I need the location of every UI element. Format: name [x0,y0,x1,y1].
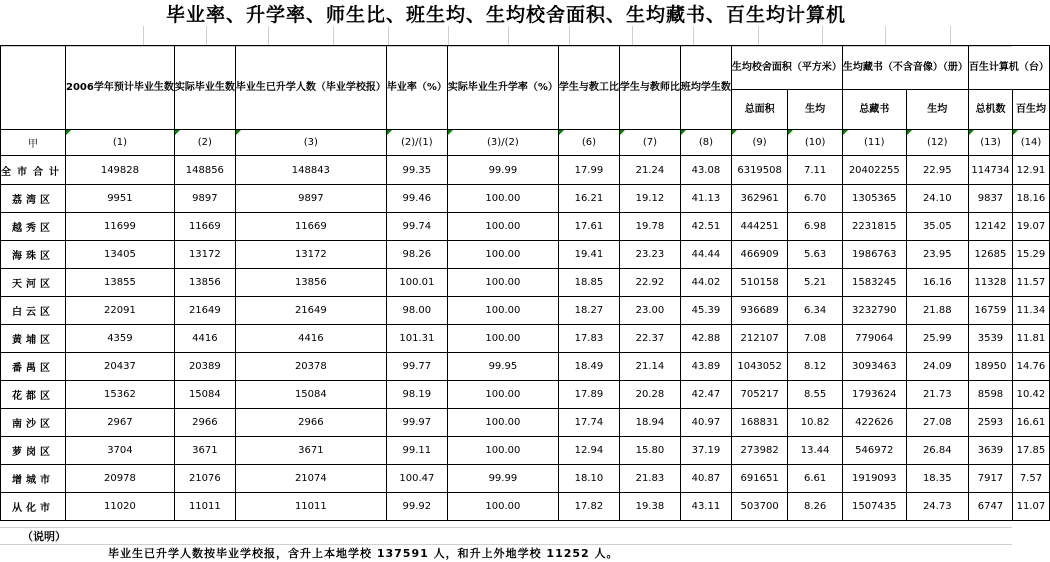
table-cell: 15362 [66,381,175,409]
index-label: (11) [864,137,885,148]
table-cell: 17.85 [1013,437,1050,465]
table-cell: 8598 [968,381,1012,409]
table-cell: 21076 [174,465,235,493]
table-row [1,185,1050,213]
region-name: 番禺区 [1,353,66,381]
table-cell: 42.88 [680,325,731,353]
table-cell: 13172 [235,241,386,269]
table-cell: 14.76 [1013,353,1050,381]
index-cell [968,130,1012,156]
table-cell: 546972 [842,437,906,465]
table-cell: 12685 [968,241,1012,269]
table-cell: 24.09 [906,353,968,381]
table-cell: 273982 [731,437,787,465]
table-cell: 2966 [174,409,235,437]
index-cell [731,130,787,156]
table-cell: 19.07 [1013,213,1050,241]
header-enrollment-rate: 实际毕业生升学率（%） [447,46,558,130]
table-cell: 35.05 [906,213,968,241]
table-cell: 13.44 [788,437,843,465]
table-cell: 148843 [235,156,386,185]
note-text: 毕业生已升学人数按毕业学校报，含升上本地学校 137591 人，和升上外地学校 11252 人。 [108,547,619,560]
table-cell: 22.37 [619,325,680,353]
index-label: (1) [112,137,127,148]
table-cell: 1043052 [731,353,787,381]
table-cell: 17.61 [558,213,619,241]
empty-sheet-row [0,26,1012,47]
table-cell: 1507435 [842,493,906,521]
cell-marker-icon [788,130,793,135]
table-cell: 1986763 [842,241,906,269]
table-cell: 101.31 [386,325,447,353]
index-label: (8) [698,137,713,148]
region-name: 花都区 [1,381,66,409]
table-cell: 11.34 [1013,297,1050,325]
table-cell: 24.73 [906,493,968,521]
region-name: 萝岗区 [1,437,66,465]
table-cell: 15084 [174,381,235,409]
table-cell: 20437 [66,353,175,381]
table-cell: 18.49 [558,353,619,381]
table-cell: 6.70 [788,185,843,213]
header-group-area: 生均校舍面积（平方米） [731,46,842,90]
header-books-total: 总藏书 [842,90,906,130]
table-cell: 4359 [66,325,175,353]
index-cell [842,130,906,156]
table-cell: 23.95 [906,241,968,269]
header-graduation-rate: 毕业率（%） [386,46,447,130]
table-cell: 16.21 [558,185,619,213]
table-cell: 19.12 [619,185,680,213]
table-cell: 3671 [235,437,386,465]
cell-marker-icon [969,130,974,135]
table-cell: 12142 [968,213,1012,241]
table-cell: 11.57 [1013,269,1050,297]
table-cell: 44.02 [680,269,731,297]
page-title: 毕业率、升学率、师生比、班生均、生均校舍面积、生均藏书、百生均计算机 [165,4,846,26]
table-cell: 12.94 [558,437,619,465]
index-label: (2)/(1) [401,137,433,148]
table-row [1,381,1050,409]
table-cell: 466909 [731,241,787,269]
table-cell: 42.47 [680,381,731,409]
table-cell: 16759 [968,297,1012,325]
table-cell: 18.16 [1013,185,1050,213]
table-cell: 1583245 [842,269,906,297]
index-label: (6) [581,137,596,148]
table-cell: 212107 [731,325,787,353]
table-cell: 422626 [842,409,906,437]
cell-marker-icon [681,130,686,135]
header-books-avg: 生均 [906,90,968,130]
table-cell: 11.07 [1013,493,1050,521]
table-cell: 148856 [174,156,235,185]
cell-marker-icon [1013,130,1018,135]
table-cell: 18.85 [558,269,619,297]
table-cell: 3093463 [842,353,906,381]
header-row-1 [1,46,1050,90]
header-student-staff-ratio: 学生与教工比 [558,46,619,130]
table-cell: 99.35 [386,156,447,185]
table-cell: 11669 [235,213,386,241]
table-cell: 21.83 [619,465,680,493]
table-row [1,156,1050,185]
table-cell: 6319508 [731,156,787,185]
table-cell: 21649 [174,297,235,325]
table-cell: 17.99 [558,156,619,185]
table-cell: 5.63 [788,241,843,269]
table-cell: 99.97 [386,409,447,437]
table-cell: 19.78 [619,213,680,241]
table-cell: 3704 [66,437,175,465]
table-cell: 114734 [968,156,1012,185]
table-cell: 100.00 [447,269,558,297]
cell-marker-icon [387,130,392,135]
header-area-avg: 生均 [788,90,843,130]
table-cell: 21.73 [906,381,968,409]
index-cell [680,130,731,156]
index-cell [558,130,619,156]
table-cell: 2967 [66,409,175,437]
index-cell [66,130,175,156]
table-cell: 99.77 [386,353,447,381]
table-cell: 6.98 [788,213,843,241]
table-cell: 100.00 [447,213,558,241]
index-label: (13) [980,137,1001,148]
table-cell: 99.95 [447,353,558,381]
table-cell: 705217 [731,381,787,409]
table-cell: 100.01 [386,269,447,297]
table-cell: 18.35 [906,465,968,493]
table-cell: 20402255 [842,156,906,185]
table-row [1,241,1050,269]
table-cell: 18.94 [619,409,680,437]
table-cell: 19.41 [558,241,619,269]
table-cell: 3671 [174,437,235,465]
region-name: 海珠区 [1,241,66,269]
table-cell: 11328 [968,269,1012,297]
table-row [1,465,1050,493]
table-cell: 15084 [235,381,386,409]
table-cell: 100.00 [447,437,558,465]
region-name: 越秀区 [1,213,66,241]
region-name: 荔湾区 [1,185,66,213]
table-cell: 22091 [66,297,175,325]
index-label: (2) [197,137,212,148]
table-row [1,353,1050,381]
region-name: 黄埔区 [1,325,66,353]
table-cell: 15.80 [619,437,680,465]
table-cell: 23.00 [619,297,680,325]
table-cell: 26.84 [906,437,968,465]
cell-marker-icon [66,130,71,135]
table-cell: 13172 [174,241,235,269]
table-cell: 936689 [731,297,787,325]
table-cell: 20978 [66,465,175,493]
table-row [1,437,1050,465]
index-label: (10) [804,137,826,148]
index-cell [386,130,447,156]
table-cell: 9897 [174,185,235,213]
index-label: (12) [927,137,948,148]
table-cell: 18.10 [558,465,619,493]
table-cell: 17.89 [558,381,619,409]
table-cell: 98.19 [386,381,447,409]
header-pc-total: 总机数 [968,90,1012,130]
table-cell: 100.47 [386,465,447,493]
header-group-computers: 百生计算机（台） [968,46,1049,90]
table-cell: 19.38 [619,493,680,521]
cell-marker-icon [620,130,625,135]
index-label: (3)/(2) [487,137,519,148]
table-cell: 44.44 [680,241,731,269]
table-cell: 503700 [731,493,787,521]
table-cell: 100.00 [447,493,558,521]
region-name: 天河区 [1,269,66,297]
index-cell [1,130,66,156]
table-cell: 9837 [968,185,1012,213]
table-cell: 11011 [235,493,386,521]
table-cell: 13856 [235,269,386,297]
index-cell [174,130,235,156]
table-cell: 42.51 [680,213,731,241]
table-row [1,325,1050,353]
index-cell [1013,130,1050,156]
table-cell: 21.14 [619,353,680,381]
table-cell: 98.00 [386,297,447,325]
index-label: (7) [642,137,657,148]
table-cell: 779064 [842,325,906,353]
table-cell: 40.87 [680,465,731,493]
table-cell: 11.81 [1013,325,1050,353]
table-cell: 99.46 [386,185,447,213]
index-row [1,130,1050,156]
table-cell: 11020 [66,493,175,521]
table-cell: 1919093 [842,465,906,493]
table-cell: 17.74 [558,409,619,437]
table-cell: 13855 [66,269,175,297]
table-cell: 11669 [174,213,235,241]
table-cell: 100.00 [447,325,558,353]
table-cell: 8.12 [788,353,843,381]
table-cell: 20.28 [619,381,680,409]
table-cell: 10.82 [788,409,843,437]
table-cell: 98.26 [386,241,447,269]
table-cell: 2593 [968,409,1012,437]
table-cell: 1305365 [842,185,906,213]
index-cell [235,130,386,156]
table-cell: 168831 [731,409,787,437]
statistics-table [0,45,1050,521]
table-cell: 99.99 [447,156,558,185]
table-cell: 7.11 [788,156,843,185]
table-cell: 22.92 [619,269,680,297]
table-cell: 9897 [235,185,386,213]
table-cell: 10.42 [1013,381,1050,409]
cell-marker-icon [175,130,180,135]
table-cell: 4416 [235,325,386,353]
table-cell: 2231815 [842,213,906,241]
table-cell: 9951 [66,185,175,213]
index-cell [788,130,843,156]
table-cell: 43.08 [680,156,731,185]
table-cell: 444251 [731,213,787,241]
table-cell: 6747 [968,493,1012,521]
table-cell: 41.13 [680,185,731,213]
table-cell: 12.91 [1013,156,1050,185]
table-cell: 2966 [235,409,386,437]
cell-marker-icon [559,130,564,135]
table-cell: 99.99 [447,465,558,493]
table-cell: 11699 [66,213,175,241]
table-cell: 3539 [968,325,1012,353]
table-cell: 100.00 [447,241,558,269]
header-expected-graduates: 2006学年预计毕业生数 [66,46,175,130]
table-cell: 22.95 [906,156,968,185]
table-row [1,493,1050,521]
region-name: 增城市 [1,465,66,493]
table-cell: 43.89 [680,353,731,381]
table-cell: 100.00 [447,185,558,213]
table-cell: 43.11 [680,493,731,521]
table-cell: 40.97 [680,409,731,437]
table-cell: 149828 [66,156,175,185]
header-actual-graduates: 实际毕业生数 [174,46,235,130]
table-cell: 17.83 [558,325,619,353]
region-name: 全市合计 [1,156,66,185]
table-cell: 99.74 [386,213,447,241]
table-cell: 21649 [235,297,386,325]
table-cell: 16.61 [1013,409,1050,437]
stub-header [1,46,66,130]
index-label: 甲 [28,139,38,150]
table-cell: 18.27 [558,297,619,325]
table-cell: 362961 [731,185,787,213]
table-cell: 13405 [66,241,175,269]
table-row [1,297,1050,325]
region-name: 南沙区 [1,409,66,437]
index-label: (14) [1020,137,1042,148]
table-cell: 17.82 [558,493,619,521]
table-cell: 4416 [174,325,235,353]
table-cell: 25.99 [906,325,968,353]
note-label: （说明） [22,530,66,543]
cell-marker-icon [448,130,453,135]
header-group-books: 生均藏书（不含音像）（册） [842,46,968,90]
header-enrolled-graduates: 毕业生已升学人数（毕业学校报） [235,46,386,130]
table-cell: 5.21 [788,269,843,297]
index-cell [906,130,968,156]
cell-marker-icon [907,130,912,135]
table-cell: 18950 [968,353,1012,381]
table-cell: 20378 [235,353,386,381]
table-cell: 99.11 [386,437,447,465]
table-cell: 23.23 [619,241,680,269]
table-cell: 21.88 [906,297,968,325]
table-cell: 6.34 [788,297,843,325]
table-cell: 24.10 [906,185,968,213]
table-cell: 3232790 [842,297,906,325]
index-label: (3) [303,137,318,148]
table-row [1,409,1050,437]
header-student-teacher-ratio: 学生与教师比 [619,46,680,130]
table-cell: 510158 [731,269,787,297]
index-label: (9) [752,137,767,148]
table-cell: 20389 [174,353,235,381]
table-cell: 21074 [235,465,386,493]
region-name: 白云区 [1,297,66,325]
table-row [1,213,1050,241]
cell-marker-icon [236,130,241,135]
table-cell: 8.26 [788,493,843,521]
table-cell: 7.57 [1013,465,1050,493]
table-cell: 27.08 [906,409,968,437]
table-cell: 100.00 [447,409,558,437]
header-area-total: 总面积 [731,90,787,130]
table-cell: 11011 [174,493,235,521]
table-cell: 21.24 [619,156,680,185]
index-cell [447,130,558,156]
index-cell [619,130,680,156]
table-cell: 6.61 [788,465,843,493]
table-cell: 16.16 [906,269,968,297]
region-name: 从化市 [1,493,66,521]
table-cell: 13856 [174,269,235,297]
table-row [1,269,1050,297]
table-cell: 100.00 [447,297,558,325]
table-cell: 7.08 [788,325,843,353]
table-cell: 100.00 [447,381,558,409]
table-cell: 99.92 [386,493,447,521]
cell-marker-icon [843,130,848,135]
table-cell: 15.29 [1013,241,1050,269]
table-cell: 45.39 [680,297,731,325]
header-class-average: 班均学生数 [680,46,731,130]
table-cell: 3639 [968,437,1012,465]
table-cell: 8.55 [788,381,843,409]
table-cell: 1793624 [842,381,906,409]
header-pc-avg: 百生均 [1013,90,1050,130]
table-cell: 37.19 [680,437,731,465]
table-cell: 691651 [731,465,787,493]
cell-marker-icon [732,130,737,135]
table-cell: 7917 [968,465,1012,493]
